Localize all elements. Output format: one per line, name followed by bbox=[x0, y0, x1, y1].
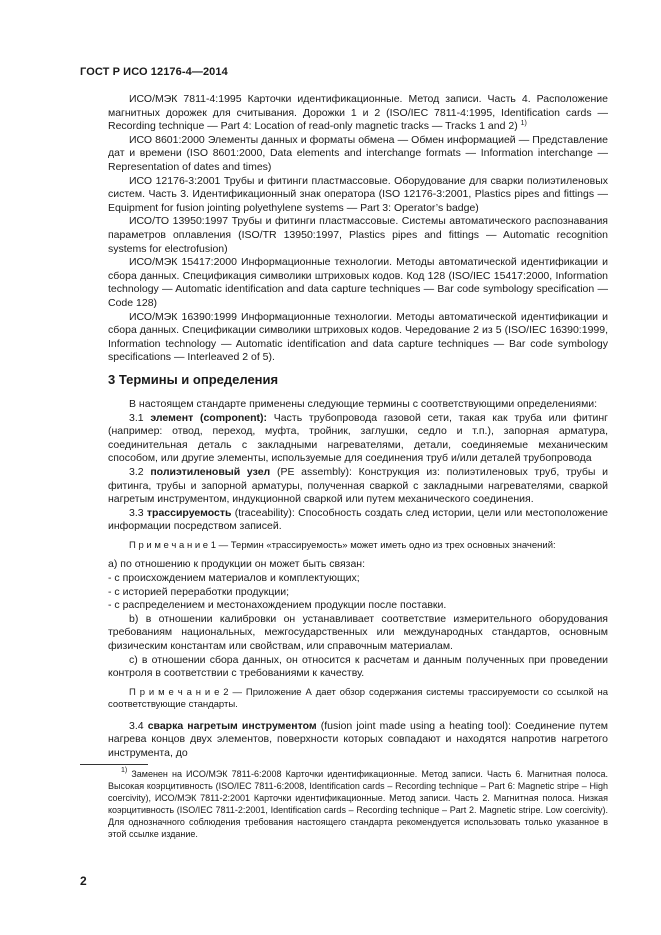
list-item: - с происхождением материалов и комплектующих; bbox=[108, 572, 360, 585]
footnote-divider bbox=[80, 764, 148, 765]
reference-item: ИСО 12176-3:2001 Трубы и фитинги пластмассовые. Оборудование для сварки полиэтиленовых систем. Часть 3. Идентификационный знак оператора (ISO 12176-3:2001, Plastics pipes and fittings — Equipment for fusion jointing polyethylene systems — Part 3: Operator’s badge) bbox=[108, 174, 608, 214]
list-item: - с распределением и местонахождением продукции после поставки. bbox=[108, 599, 447, 612]
reference-item: ИСО 8601:2000 Элементы данных и форматы обмена — Обмен информацией — Представление дат и времени (ISO 8601:2000, Data elements and interchange formats — Information interchange — Representation of dates and times) bbox=[108, 133, 608, 173]
traceability-list bbox=[108, 558, 608, 612]
list-item: - с историей переработки продукции; bbox=[108, 585, 290, 598]
term-3-1: 3.1 элемент (component): Часть трубопровода газовой сети, такая как труба или фитинг (например: отвод, переход, муфта, тройник, заглушки, седло и т.п.), запорная арматура, соединительная деталь с закладными нагревателями, детали, соединяемые механическим способом, или другие элементы, используемые для соединения труб и/или деталей трубопровода bbox=[108, 411, 608, 465]
reference-item: ИСО/МЭК 7811-4:1995 Карточки идентификационные. Метод записи. Часть 4. Расположение магнитных дорожек для считывания. Дорожки 1 и 2 (ISO/IEC 7811-4:1995, Identification cards — Recording technique — Part 4: Location of read-only magnetic tracks — Tracks 1 and 2) $^{1)}$ bbox=[108, 93, 608, 133]
page-number: 2 bbox=[80, 874, 87, 888]
normative-references bbox=[108, 93, 608, 365]
note-1: П р и м е ч а н и е 1 — Термин «трассируемость» может иметь одно из трех основных значений: bbox=[129, 539, 556, 551]
term-name: элемент (component): bbox=[150, 411, 268, 424]
term-3-3: 3.3 трассируемость (traceability): Способность создать след истории, цели или местоположение информации посредством записей. bbox=[108, 506, 608, 533]
section-heading: 3 Термины и определения bbox=[108, 372, 279, 387]
term-name: сварка нагретым инструментом bbox=[147, 719, 317, 732]
list-item-c: c) в отношении сбора данных, он относится к расчетам и данным полученных при проведении контроля в соответствии с требованиями к качеству. bbox=[108, 653, 608, 680]
footnote-marker[interactable]: 1) bbox=[520, 120, 527, 128]
terms-section bbox=[108, 398, 608, 761]
reference-item: ИСО/МЭК 16390:1999 Информационные технологии. Методы автоматической идентификации и сбора данных. Спецификации символики штриховых кодов. Чередование 2 из 5 (ISO/IEC 16390:1999, Information technology — Automatic identification and data capture techniques — Bar code symbology specifications — Interleaved 2 of 5). bbox=[108, 310, 608, 364]
reference-item: ИСО/ТО 13950:1997 Трубы и фитинги пластмассовые. Системы автоматического распознавания параметров оплавления (ISO/TR 13950:1997, Plastics pipes and fittings — Automatic recognition systems for electrofusion) bbox=[108, 215, 608, 255]
footnote-mark: 1) bbox=[121, 767, 128, 774]
document-header: ГОСТ Р ИСО 12176-4—2014 bbox=[80, 66, 228, 78]
section-intro: В настоящем стандарте применены следующие термины с соответствующими определениями: bbox=[129, 398, 598, 410]
term-3-4: 3.4 сварка нагретым инструментом (fusion joint made using a heating tool): Соединение путем нагрева концов двух элементов, поверхности которых совпадают и находятся напротив нагретого инструмента, до bbox=[108, 719, 609, 759]
footnote: $^{1)}$ Заменен на ИСО/МЭК 7811-6:2008 Карточки идентификационные. Метод записи. Часть 6. Магнитная полоса. Высокая коэрцитивность (ISO/IEC 7811-6:2008, Identification cards – Recording technique – Part 6: Magnetic stripe – High coercivity), ИСО/МЭК 7811-2:2001 Карточки идентификационные. Метод записи. Часть 2. Магнитная полоса. Низкая коэрцитивность (ISO/IEC 7811-2:2001, Identification cards – Recording technique – Part 2. Magnetic stripe. Low coercivity). Для однозначного соблюдения требования настоящего стандарта рекомендуется использовать только указанное в этой ссылке издание. bbox=[108, 767, 608, 839]
term-3-2: 3.2 полиэтиленовый узел (PE assembly): Конструкция из: полиэтиленовых труб, трубы и фитинга, трубы и запорной арматуры, полученная сваркой с закладными нагревателями, сваркой нагретым инструментом, индукционной сваркой или путем механического соединения. bbox=[108, 465, 609, 506]
list-item: а) по отношению к продукции он может быть связан: bbox=[108, 558, 366, 571]
reference-item: ИСО/МЭК 15417:2000 Информационные технологии. Методы автоматической идентификации и сбора данных. Спецификация символики штриховых кодов. Код 128 (ISO/IEC 15417:2000, Information technology — Automatic identification and data capture techniques — Bar code symbology specification — Code 128) bbox=[108, 256, 608, 309]
term-name: трассируемость bbox=[146, 506, 232, 519]
list-item-b: b) в отношении калибровки он устанавливает соответствие измерительного оборудования требованиям национальных, межгосударственных или международных стандартов, основным физическим константам или свойствам, или справочным материалам. bbox=[108, 612, 608, 652]
note-2: П р и м е ч а н и е 2 — Приложение А дает обзор содержания системы трассируемости со ссылкой на соответствующие стандарты. bbox=[108, 686, 608, 711]
term-name: полиэтиленовый узел bbox=[150, 465, 271, 478]
